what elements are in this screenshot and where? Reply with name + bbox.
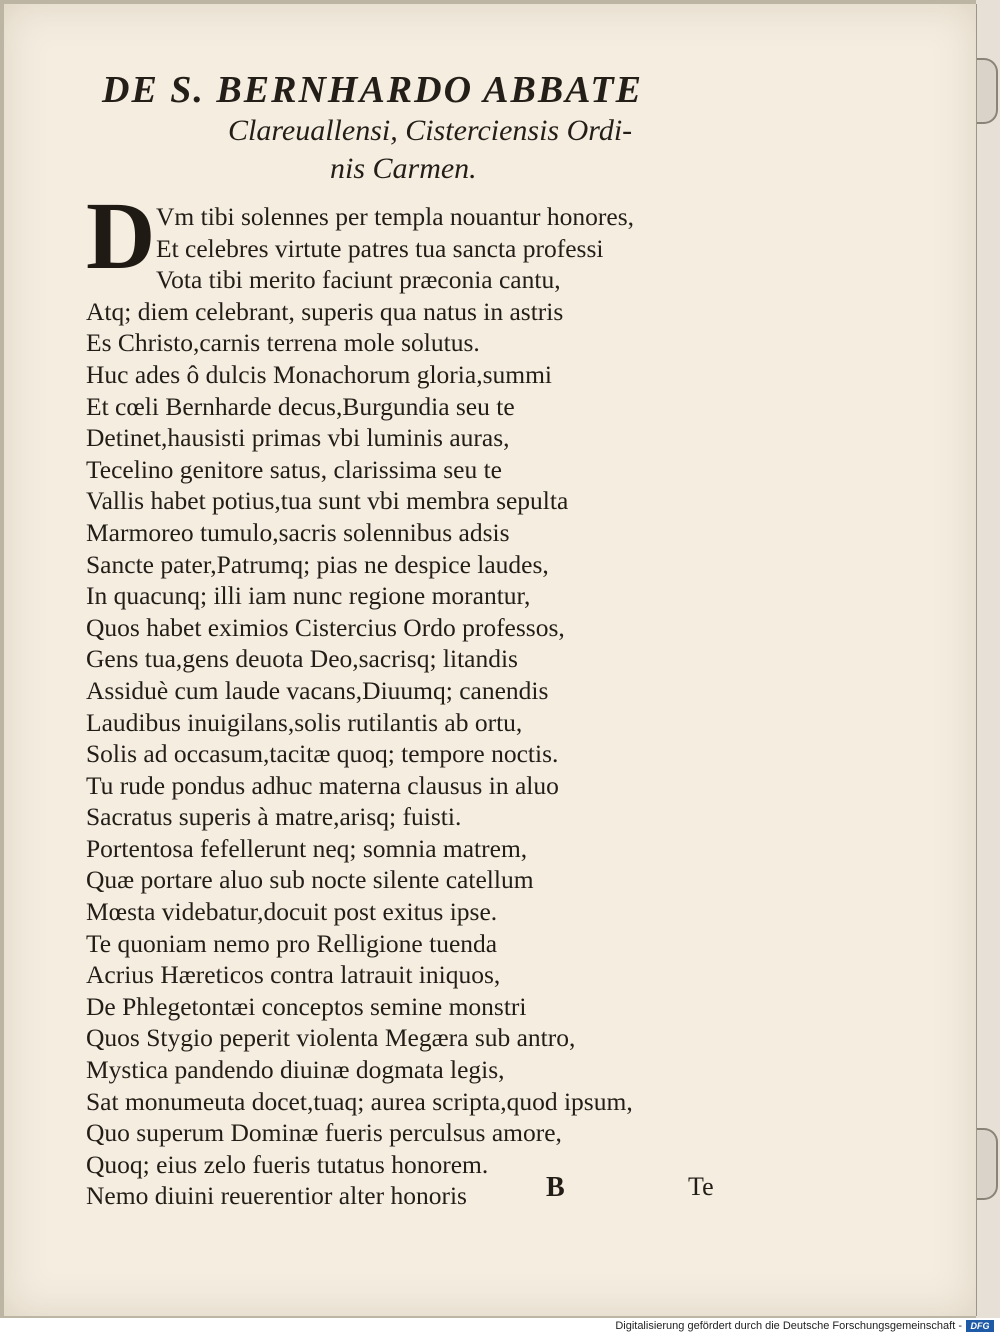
verse-line: Vallis habet potius,tua sunt vbi membra sepulta <box>86 486 569 516</box>
verse-line: Atq; diem celebrant, superis qua natus in astris <box>86 296 564 326</box>
verse-line: Sacratus superis à matre,arisq; fuisti. <box>86 802 462 832</box>
verse-line: Nemo diuini reuerentior alter honoris <box>86 1181 467 1211</box>
verse-line: Detinet,hausisti primas vbi luminis auras, <box>86 423 510 453</box>
verse-line: Quæ portare aluo sub nocte silente catellum <box>86 865 534 895</box>
page-subtitle-line1: Clareuallensi, Cisterciensis Ordi- <box>228 114 633 147</box>
verse-line: Et cœli Bernharde decus,Burgundia seu te <box>86 391 515 421</box>
verse-line: Tecelino genitore satus, clarissima seu te <box>86 454 502 484</box>
verse-line: In quacunq; illi iam nunc regione morantur, <box>86 581 531 611</box>
dfg-logo-icon: DFG <box>966 1320 994 1332</box>
verse-line: Gens tua,gens deuota Deo,sacrisq; litandis <box>86 644 518 674</box>
verse-line: Quo superum Dominæ fueris perculsus amore, <box>86 1118 562 1148</box>
signature-mark: B <box>546 1172 565 1203</box>
verse-line: Sancte pater,Patrumq; pias ne despice laudes, <box>86 549 549 579</box>
verse-line: De Phlegetontæi conceptos semine monstri <box>86 991 527 1021</box>
verse-line: Es Christo,carnis terrena mole solutus. <box>86 328 480 358</box>
drop-cap: D <box>86 182 156 289</box>
page-subtitle-line2: nis Carmen. <box>330 152 477 185</box>
verse-line: Mystica pandendo diuinæ dogmata legis, <box>86 1055 505 1085</box>
verse-line: Sat monumeuta docet,tuaq; aurea scripta,quod ipsum, <box>86 1086 633 1116</box>
poem-text <box>86 201 736 1212</box>
verse-line: Solis ad occasum,tacitæ quoq; tempore noctis. <box>86 739 559 769</box>
verse-line: Vota tibi merito faciunt præconia cantu, <box>156 265 561 295</box>
verse-line: Vm tibi solennes per templa nouantur honores, <box>156 202 635 231</box>
verse-line: Portentosa fefellerunt neq; somnia matrem, <box>86 833 528 863</box>
verse-line: Acrius Hæreticos contra latrauit iniquos, <box>86 960 501 990</box>
footer-credit: Digitalisierung gefördert durch die Deutsche Forschungsgemeinschaft - <box>615 1320 962 1332</box>
verse-line: Quos habet eximios Cistercius Ordo professos, <box>86 612 565 642</box>
verse-line: Quos Stygio peperit violenta Megæra sub antro, <box>86 1023 576 1053</box>
verse-line: Et celebres virtute patres tua sancta professi <box>156 233 604 263</box>
verse-line: Laudibus inuigilans,solis rutilantis ab ortu, <box>86 707 523 737</box>
verse-line: Te quoniam nemo pro Relligione tuenda <box>86 928 498 958</box>
verse-line: Tu rude pondus adhuc materna clausus in aluo <box>86 770 559 800</box>
verse-line: Huc ades ô dulcis Monachorum gloria,summi <box>86 359 552 389</box>
verse-line: Mœsta videbatur,docuit post exitus ipse. <box>86 897 498 927</box>
verse-line: Quoq; eius zelo fueris tutatus honorem. <box>86 1149 489 1179</box>
verse-line: Marmoreo tumulo,sacris solennibus adsis <box>86 517 510 547</box>
verse-line: Assiduè cum laude vacans,Diuumq; canendis <box>86 675 549 705</box>
page-title: DE S. BERNHARDO ABBATE <box>102 69 643 111</box>
page-edge <box>976 0 1000 1318</box>
catchword: Te <box>688 1172 714 1201</box>
